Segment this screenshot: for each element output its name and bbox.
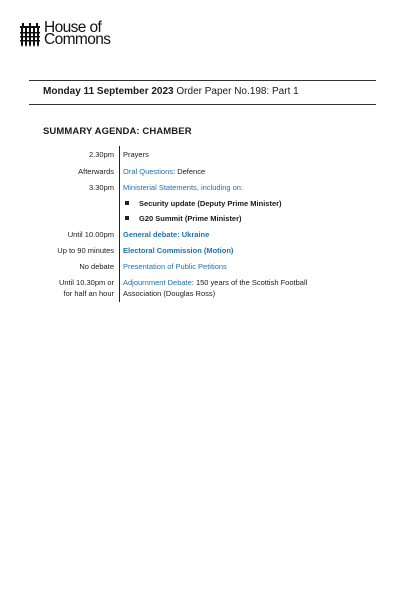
- agenda-time: [40, 277, 114, 299]
- agenda-time: 3.30pm: [88, 183, 114, 192]
- logo-wordmark: [44, 19, 111, 48]
- agenda-time: 2.30pm: [88, 150, 114, 159]
- agenda-subitem: [125, 213, 340, 224]
- adjournment-subject-2: Association (Douglas Ross): [123, 289, 216, 298]
- agenda-time: Up to 90 minutes: [57, 246, 114, 255]
- agenda-time: Until 10.00pm: [67, 230, 114, 239]
- agenda-item: [123, 166, 338, 177]
- order-paper-number: Order Paper No.198: Part 1: [173, 86, 299, 97]
- order-paper-date: Monday 11 September 2023: [43, 86, 174, 97]
- electoral-commission-link[interactable]: Electoral Commission (Motion): [123, 246, 234, 255]
- agenda-item: [123, 277, 338, 299]
- agenda-time-line-1: Until 10.30pm or: [58, 278, 114, 287]
- agenda-item: Prayers: [123, 150, 149, 159]
- house-of-commons-logo: [20, 19, 111, 48]
- agenda-subitem: [125, 198, 340, 209]
- agenda-time-line-2: for half an hour: [63, 289, 114, 298]
- general-debate-link[interactable]: General debate: Ukraine: [123, 230, 210, 239]
- section-title: SUMMARY AGENDA: CHAMBER: [43, 126, 192, 137]
- agenda-divider: [119, 146, 120, 302]
- order-paper-header: [43, 86, 299, 97]
- adjournment-subject-1: : 150 years of the Scottish Football: [191, 278, 308, 287]
- oral-questions-link[interactable]: Oral Questions: [123, 167, 174, 176]
- agenda-time: Afterwards: [78, 167, 114, 176]
- subitem-text: G20 Summit (Prime Minister): [139, 214, 242, 223]
- adjournment-debate-link[interactable]: Adjournment Debate: [123, 278, 192, 287]
- ministerial-statements-link[interactable]: Ministerial Statements, including on:: [123, 183, 244, 192]
- public-petitions-link[interactable]: Presentation of Public Petitions: [123, 262, 227, 271]
- header-bottom-rule: [29, 104, 376, 105]
- oral-questions-subject: : Defence: [173, 167, 206, 176]
- portcullis-icon: [20, 23, 40, 47]
- agenda-time: No debate: [79, 262, 114, 271]
- bullet-icon: [125, 216, 129, 220]
- subitem-text: Security update (Deputy Prime Minister): [139, 199, 282, 208]
- header-top-rule: [29, 80, 376, 81]
- logo-line-2: Commons: [44, 31, 111, 48]
- bullet-icon: [125, 201, 129, 205]
- logo-line-1: House of: [44, 19, 102, 36]
